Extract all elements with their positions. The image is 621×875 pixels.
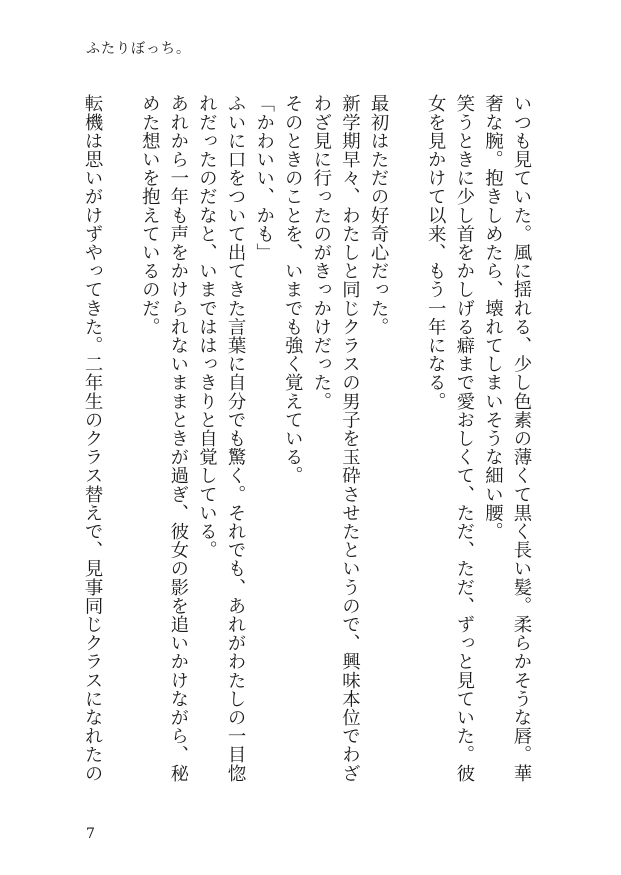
paragraph-7: ふいに口をついて出てきた言葉に自分でも驚く。それでも、あれがわたしの一目惚れだったのだなと、いまでははっきりと自覚している。 (196, 94, 247, 783)
paragraph-2: 笑うときに少し首をかしげる癖まで愛おしくて、ただ、ただ、ずっと見ていた。彼女を見かけて以来、もう一年になる。 (425, 94, 475, 783)
paragraph-6-dialogue: 「かわいい、かも」 (253, 94, 275, 262)
blank-line-2 (106, 94, 135, 784)
paragraph-9: 転機は思いがけずやってきた。二年生のクラス替えで、見事同じクラスになれたの (82, 94, 104, 783)
running-header-title: ふたりぼっち。 (86, 41, 191, 57)
blank-line-1 (392, 94, 421, 784)
page-number: 7 (86, 826, 95, 842)
paragraph-5: そのときのことを、いまでも強く覚えている。 (282, 94, 304, 485)
paragraph-1: いつも見ていた。風に揺れる、少し色素の薄くて黒く長い髪。柔らかそうな唇。華奢な腕。抱きしめたら、壊れてしまいそうな細い腰。 (482, 94, 532, 783)
paragraph-3: 最初はただの好奇心だった。 (368, 94, 390, 336)
paragraph-8: あれから一年も声をかけられないままときが過ぎ、彼女の影を追いかけながら、秘めた想いを抱えているのだ。 (139, 94, 189, 783)
paragraph-4: 新学期早々、わたしと同じクラスの男子を玉砕させたというので、興味本位でわざわざ見に行ったのがきっかけだった。 (310, 94, 361, 783)
vertical-body-text (78, 94, 536, 784)
